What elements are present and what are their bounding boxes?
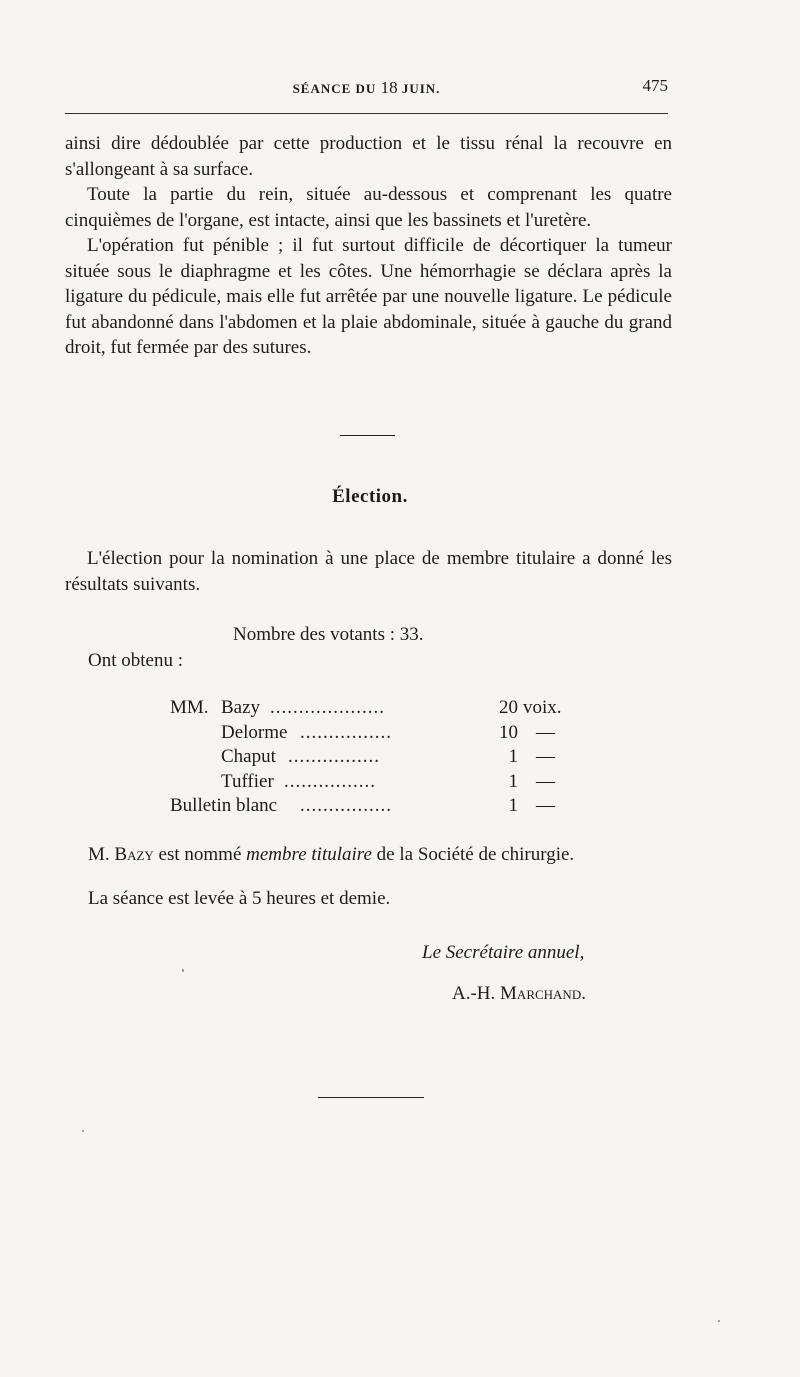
signature-initials: A.-H.	[452, 983, 496, 1004]
dot-leader: ....................	[270, 697, 385, 718]
running-title	[65, 78, 668, 98]
votants-count: Nombre des votants : 33.	[233, 624, 424, 645]
result-row	[170, 746, 580, 771]
dot-leader: ................	[300, 795, 392, 816]
result-row	[170, 722, 580, 747]
ink-speck	[182, 969, 184, 972]
ink-speck	[718, 1320, 720, 1322]
nomination-line	[88, 844, 574, 866]
result-name: Chaput	[221, 746, 276, 767]
header-rule	[65, 113, 668, 114]
result-unit: —	[536, 721, 555, 743]
result-votes: 1	[508, 746, 518, 767]
section-divider	[340, 435, 395, 436]
result-name: Tuffier	[221, 770, 274, 792]
result-name: Bazy	[221, 697, 261, 718]
election-paragraph: L'élection pour la nomination à une place de membre titulaire a donné les résultats suivants.	[65, 548, 672, 595]
result-unit: —	[536, 746, 555, 767]
result-prefix: MM.	[170, 697, 209, 718]
result-name: Bulletin blanc	[170, 795, 278, 816]
page-number: 475	[642, 76, 668, 95]
result-row	[170, 697, 580, 722]
nomination-text-after: de la Société de chirurgie.	[376, 844, 575, 865]
signature-name	[452, 983, 586, 1005]
nomination-prefix: M.	[88, 844, 110, 865]
nomination-role: membre titulaire	[246, 844, 372, 865]
dot-leader: ................	[300, 721, 392, 743]
paragraph-2: Toute la partie du rein, située au-dessous et comprenant les quatre cinquièmes de l'organe, est intacte, ainsi que les bassinets et l'uretère.	[65, 184, 672, 231]
paragraph-3: L'opération fut pénible ; il fut surtout difficile de décortiquer la tumeur située sous le diaphragme et les côtes. Une hémorrhagie se déclara après la ligature du pédicule, mais elle fut arrêtée par une nouvelle ligature. Le pédicule fut abandonné dans l'abdomen et la plaie abdominale, située à gauche du grand droit, fut fermée par des sutures.	[65, 235, 672, 358]
running-header	[65, 76, 668, 102]
election-text	[65, 546, 672, 597]
result-votes: 1	[508, 795, 518, 816]
continued-text	[65, 131, 672, 361]
obtenu-label: Ont obtenu :	[88, 650, 183, 671]
signature-surname: Marchand.	[500, 983, 586, 1004]
signature-title-text: Le Secrétaire annuel,	[422, 942, 585, 963]
running-title-suffix: JUIN.	[401, 81, 441, 96]
result-row	[170, 771, 580, 796]
nomination-text-before: est nommé	[158, 844, 242, 865]
result-name: Delorme	[221, 721, 288, 743]
section-title: Élection.	[332, 486, 408, 507]
closing-line: La séance est levée à 5 heures et demie.	[88, 888, 391, 909]
result-votes: 20	[499, 697, 518, 718]
result-unit: —	[536, 770, 555, 792]
result-votes: 10	[499, 721, 518, 743]
results-table	[170, 697, 580, 820]
running-title-prefix: SÉANCE DU	[292, 81, 377, 96]
result-row	[170, 795, 580, 820]
running-title-day: 18	[380, 78, 398, 97]
result-unit: —	[536, 795, 555, 816]
dot-leader: ................	[284, 770, 376, 792]
result-unit: voix.	[523, 697, 562, 718]
dot-leader: ................	[288, 746, 380, 767]
nomination-name: Bazy	[114, 844, 154, 865]
ink-speck	[82, 1130, 84, 1132]
signature-title	[422, 942, 584, 964]
result-votes: 1	[508, 770, 518, 792]
closing-rule	[318, 1097, 424, 1098]
paragraph-1: ainsi dire dédoublée par cette production et le tissu rénal la recouvre en s'allongeant à sa surface.	[65, 133, 672, 180]
